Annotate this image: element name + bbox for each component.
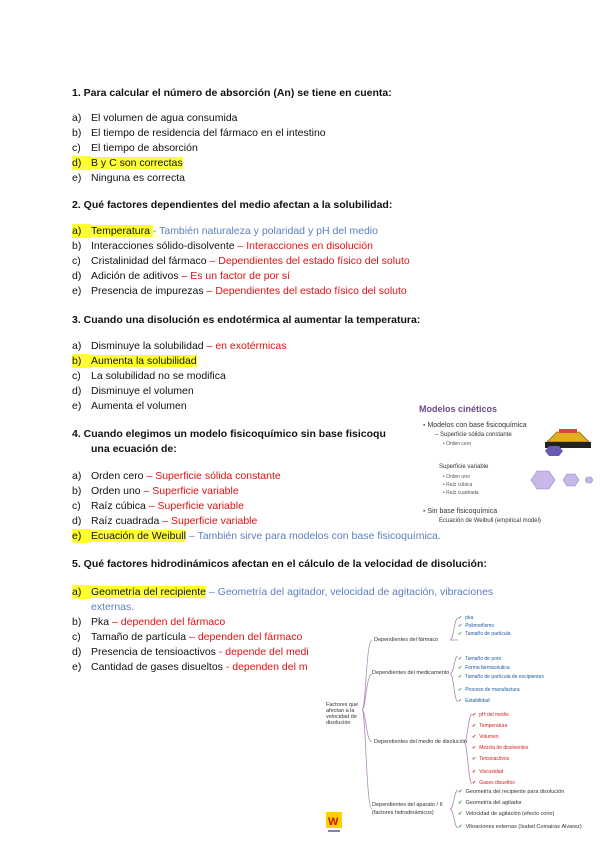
leaf-text: Polimorfismo [465, 623, 495, 629]
option-note: – dependen del fármaco [186, 631, 303, 643]
option-letter: d) [72, 270, 82, 282]
option-text: Ninguna es correcta [91, 172, 185, 184]
option-letter: b) [72, 485, 82, 497]
q1-option-e [72, 171, 185, 185]
tree-root-line: velocidad de [326, 714, 357, 720]
leaf-text: Tamaño de partícula [465, 631, 511, 637]
question-3-title: 3. Cuando una disolución es endotérmica al aumentar la temperatura: [72, 314, 421, 326]
leaf: ✔ Mezcla de disolventes [472, 745, 529, 751]
option-letter: e) [72, 661, 82, 673]
question-1-title: 1. Para calcular el número de absorción (An) se tiene en cuenta: [72, 87, 392, 99]
option-text-highlighted: Aumenta la solubilidad [91, 355, 197, 367]
option-text: Orden cero [91, 470, 144, 482]
q2-option-e [72, 284, 407, 298]
q5-option-b [72, 615, 225, 629]
q1-option-c [72, 141, 198, 155]
leaf: ✔ Tamaño de partícula [458, 631, 511, 637]
kinetic-models-title: Modelos cinéticos [419, 404, 498, 414]
option-note: – Dependientes del estado físico del soluto [206, 255, 410, 267]
leaf: ✔ Tensioactivos [472, 756, 510, 762]
leaf: ✔ Tamaño de partícula de excipientes [458, 674, 544, 680]
option-text-highlighted: Temperatura [91, 225, 153, 237]
option-text: Pka [91, 616, 110, 628]
leaf-text: Mezcla de disolventes [479, 745, 529, 751]
kinetic-item-square-text: Raíz cuadrada [446, 490, 479, 496]
question-4-title: 4. Cuando elegimos un modelo fisicoquímico sin base fisicoqu [72, 428, 386, 440]
kinetic-item-constant: – Superficie sólida constante [435, 432, 512, 438]
leaf-text: pH del medio [479, 712, 509, 718]
q1-option-a [72, 111, 238, 125]
q3-option-a [72, 339, 287, 353]
leaf-text: Geometría del recipiente para disolución [465, 789, 565, 795]
option-letter: d) [72, 156, 91, 170]
option-text-highlighted: Ecuación de Weibull [91, 530, 186, 542]
option-text: El tiempo de residencia del fármaco en el intestino [91, 127, 326, 139]
q3-option-c [72, 369, 226, 383]
q2-option-d [72, 269, 290, 283]
leaf-text: Forma farmacéutica [465, 665, 510, 671]
option-letter: e) [72, 529, 91, 543]
question-5-title: 5. Qué factores hidrodinámicos afectan en el cálculo de la velocidad de disolución: [72, 558, 487, 570]
leaf: ✔ Geometría del agitador [458, 800, 522, 806]
kinetic-item-weibull: Ecuación de Weibull (empirical model) [439, 518, 541, 524]
option-letter: c) [72, 500, 81, 512]
option-note: – Dependientes del estado físico del soluto [203, 285, 407, 297]
option-letter: b) [72, 127, 82, 139]
option-text: Disminuye el volumen [91, 385, 194, 397]
option-letter: b) [72, 354, 91, 368]
option-note: – Superficie variable [145, 500, 244, 512]
option-text: Cantidad de gases disueltos [91, 661, 223, 673]
kinetic-item-square: • Raíz cuadrada [443, 490, 479, 496]
dissolution-factors-tree [322, 614, 600, 848]
leaf-text: Tensioactivos [479, 756, 510, 762]
option-letter: c) [72, 255, 81, 267]
option-note: – Superficie variable [140, 485, 239, 497]
option-note: – Es un factor de por sí [178, 270, 291, 282]
option-text: Cristalinidad del fármaco [91, 255, 207, 267]
option-letter: d) [72, 646, 82, 658]
leaf: ✔ Viscosidad [472, 769, 504, 775]
option-letter: c) [72, 370, 81, 382]
leaf: ✔ Estabilidad [458, 698, 490, 704]
leaf: ✔ Forma farmacéutica [458, 665, 510, 671]
kinetic-item-no-physchem-text: Sin base fisicoquímica [427, 508, 498, 515]
q5-option-e [72, 660, 322, 674]
option-text: Adición de aditivos [91, 270, 179, 282]
option-letter: a) [72, 470, 82, 482]
option-text: La solubilidad no se modifica [91, 370, 226, 382]
option-letter: e) [72, 400, 82, 412]
option-letter: b) [72, 616, 82, 628]
leaf: ✔ Geometría del recipiente para disolución [458, 789, 565, 795]
kinetic-item-constant-text: Superficie sólida constante [440, 432, 512, 438]
option-letter: d) [72, 385, 82, 397]
q3-option-e [72, 399, 187, 413]
kinetic-item-cubic-text: Raíz cúbica [446, 482, 473, 488]
q2-option-a [72, 224, 378, 238]
q3-option-d [72, 384, 194, 398]
q2-option-b [72, 239, 373, 253]
option-text: Raíz cúbica [91, 500, 146, 512]
q4-option-c [72, 499, 244, 513]
leaf-text: Temperatura [479, 723, 508, 729]
option-text: Orden uno [91, 485, 141, 497]
leaf-text: Proceso de manufactura [465, 687, 520, 693]
kinetic-item-physchem: ▪ Modelos con base fisicoquímica [423, 422, 527, 429]
option-letter: e) [72, 172, 82, 184]
leaf-text: pka [465, 615, 474, 621]
leaf: ✔ pH del medio [472, 712, 509, 718]
option-text-highlighted: Geometría del recipiente [91, 586, 206, 598]
option-note: – Geometría del agitador, velocidad de agitación, vibraciones [205, 586, 494, 598]
leaf: ✔ Vibraciones externas (Isabel Comairas Álvarez) [458, 824, 582, 830]
leaf-text: Tamaño de partícula de excipientes [465, 674, 544, 680]
branch-apparatus: Dependientes del aparato / II [372, 802, 443, 808]
kinetic-item-variable: Superficie variable [439, 464, 489, 470]
svg-text:W: W [328, 816, 339, 828]
leaf-text: Viscosidad [479, 769, 504, 775]
leaf-text: Gases disueltos [479, 780, 515, 786]
kinetic-item-physchem-text: Modelos con base fisicoquímica [427, 422, 527, 429]
tree-root-line: Factores que [326, 702, 359, 708]
leaf-text: Tamaño de poro [465, 656, 502, 662]
leaf: ✔ Velocidad de agitación (efecto cono) [458, 811, 555, 817]
kinetic-models-slide [415, 400, 595, 530]
question-4-title-cont: una ecuación de: [91, 443, 177, 455]
option-note: - dependen del m [222, 661, 308, 673]
option-letter: a) [72, 585, 91, 599]
leaf: ✔ Volumen [472, 734, 499, 740]
option-note: - depende del medi [215, 646, 309, 658]
leaf: ✔ Tamaño de poro [458, 656, 502, 662]
option-text: Presencia de tensioactivos [91, 646, 216, 658]
q5-option-a-note-cont: externas. [91, 601, 135, 613]
option-letter: c) [72, 631, 81, 643]
q3-option-b [72, 354, 197, 368]
leaf: ✔ pka [458, 615, 474, 621]
option-text: Disminuye la solubilidad [91, 340, 204, 352]
kinetic-item-cubic: • Raíz cúbica [443, 482, 473, 488]
option-note: – dependen del fármaco [109, 616, 226, 628]
branch-apparatus-cont: (factores hidrodinámicos) [372, 810, 434, 816]
option-text: El tiempo de absorción [91, 142, 198, 154]
shrinking-particles-icon [527, 468, 595, 492]
option-text: Aumenta el volumen [91, 400, 187, 412]
option-letter: a) [72, 340, 82, 352]
leaf-text: Geometría del agitador [465, 800, 522, 806]
q1-option-d [72, 156, 183, 170]
kinetic-item-order1-text: Orden uno [446, 474, 470, 480]
option-text-highlighted: B y C son correctas [91, 157, 183, 169]
leaf-text: Estabilidad [465, 698, 490, 704]
leaf-text: Velocidad de agitación (efecto cono) [465, 811, 555, 817]
option-note: – Interacciones en disolución [234, 240, 373, 252]
kinetic-item-no-physchem: ▪ Sin base fisicoquímica [423, 508, 498, 515]
option-text: Raíz cuadrada [91, 515, 160, 527]
option-text: Interacciones sólido-disolvente [91, 240, 235, 252]
option-note: - También naturaleza y polaridad y pH del medio [152, 225, 378, 237]
q4-option-d [72, 514, 257, 528]
q4-option-a [72, 469, 281, 483]
leaf: ✔ Proceso de manufactura [458, 687, 520, 693]
particle-icon [541, 444, 567, 458]
kinetic-item-order0: • Orden cero [443, 441, 472, 447]
question-2-title: 2. Qué factores dependientes del medio afectan a la solubilidad: [72, 199, 393, 211]
option-text: El volumen de agua consumida [91, 112, 238, 124]
q2-option-c [72, 254, 410, 268]
option-text: Presencia de impurezas [91, 285, 204, 297]
q5-option-d [72, 645, 322, 659]
option-note: – También sirve para modelos con base fisicoquímica. [185, 530, 441, 542]
leaf: ✔ Polimorfismo [458, 623, 495, 629]
q4-option-e [72, 529, 441, 543]
option-letter: a) [72, 112, 82, 124]
tree-root-line: afectan a la [326, 708, 355, 714]
option-letter: a) [72, 224, 91, 238]
leaf-text: Vibraciones externas (Isabel Comairas Álvarez) [465, 824, 582, 830]
option-note: – en exotérmicas [203, 340, 287, 352]
leaf: ✔ Temperatura [472, 723, 508, 729]
tree-root-line: disolución [326, 720, 351, 726]
kinetic-item-order1: • Orden uno [443, 474, 470, 480]
tree-root [326, 702, 358, 726]
branch-drug: Dependientes del fármaco [374, 637, 439, 643]
leaf-text: Volumen [479, 734, 499, 740]
option-letter: c) [72, 142, 81, 154]
leaf: ✔ Gases disueltos [472, 780, 515, 786]
option-letter: d) [72, 515, 82, 527]
publisher-logo-icon [326, 812, 342, 834]
option-letter: b) [72, 240, 82, 252]
option-text: Tamaño de partícula [91, 631, 187, 643]
q5-option-a [72, 585, 493, 599]
q1-option-b [72, 126, 326, 140]
q4-option-b [72, 484, 239, 498]
option-letter: e) [72, 285, 82, 297]
option-note: – Superficie sólida constante [143, 470, 281, 482]
branch-medicine: Dependientes del medicamento [372, 670, 450, 676]
kinetic-item-order0-text: Orden cero [446, 441, 472, 447]
q5-option-c [72, 630, 302, 644]
option-note: – Superficie variable [159, 515, 258, 527]
branch-medium: Dependientes del medio de disolución [374, 739, 467, 745]
